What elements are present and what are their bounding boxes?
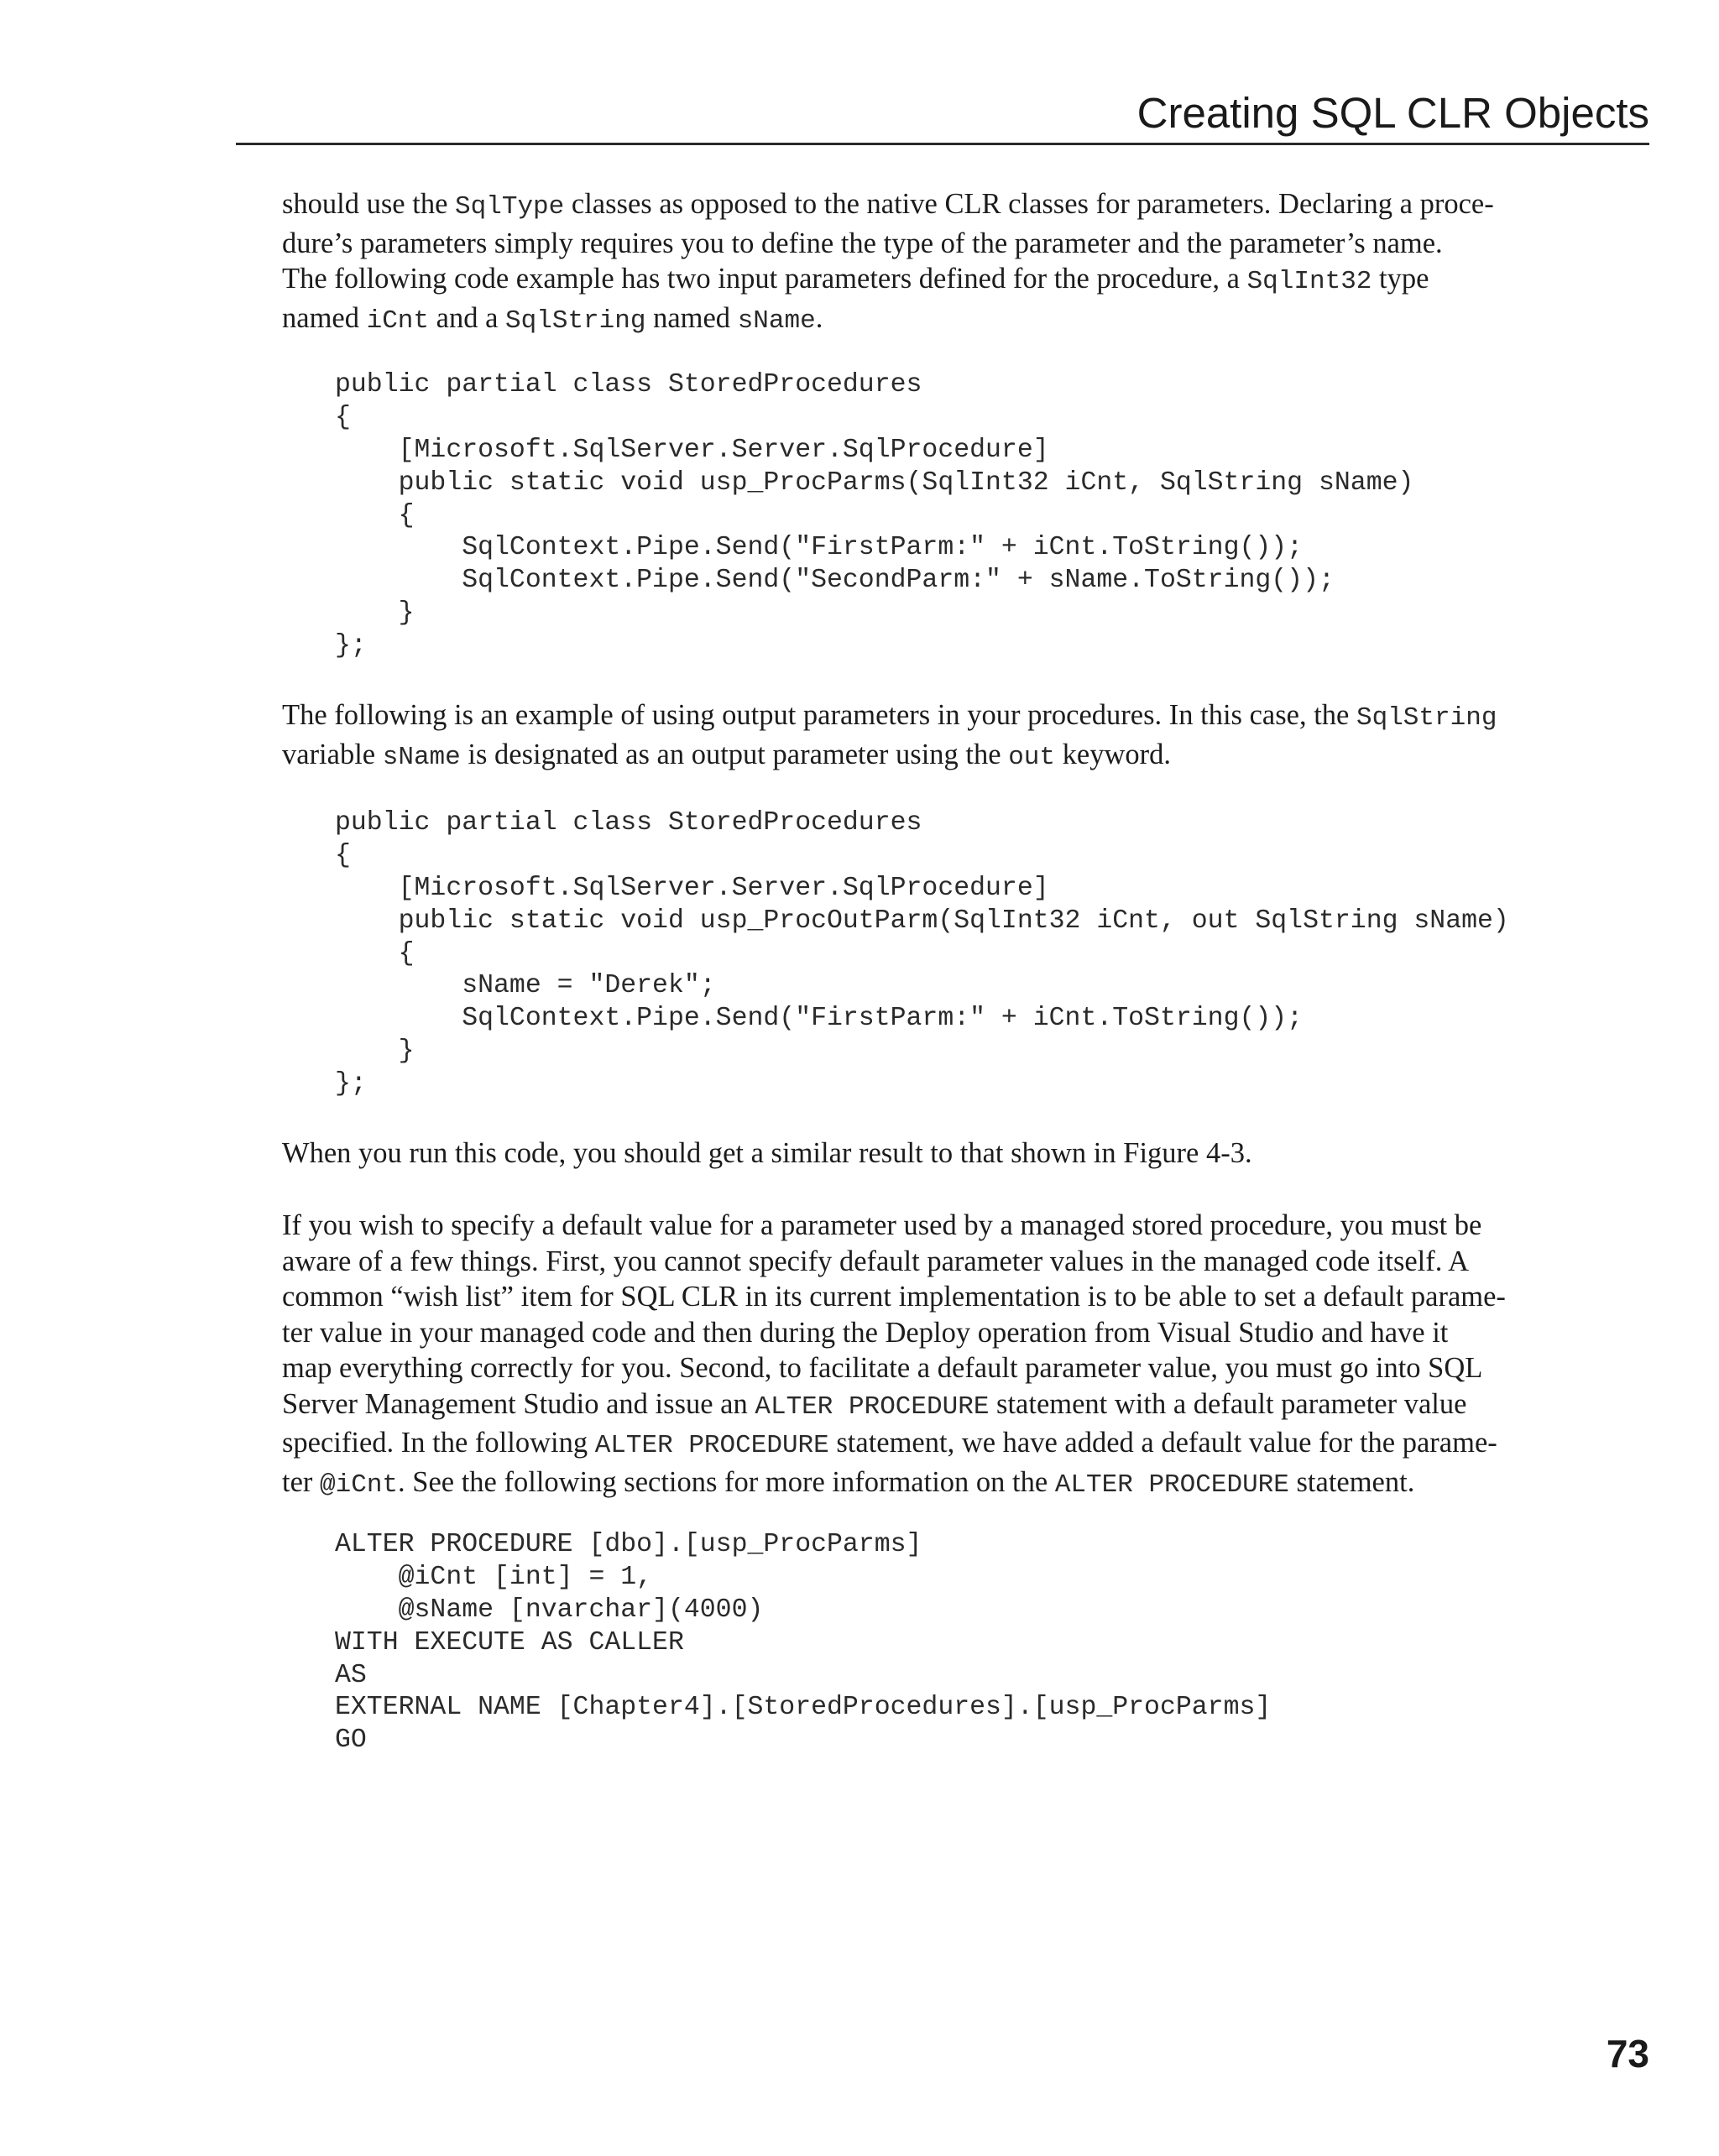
text-run: named [645, 301, 738, 334]
code-block-input-parameters [335, 369, 1413, 663]
text-line: dure’s parameters simply requires you to define the type of the parameter and the parameter’s name. [282, 227, 1443, 259]
paragraph-default-values [282, 1208, 1642, 1503]
code-line: public partial class StoredProcedures [335, 808, 922, 838]
text-line: map everything correctly for you. Second, to facilitate a default parameter value, you must go into SQL [282, 1352, 1483, 1384]
code-line: @sName [nvarchar](4000) [335, 1595, 764, 1625]
code-line: SqlContext.Pipe.Send("FirstParm:" + iCnt.ToString()); [335, 1004, 1304, 1034]
text-run: should use the [282, 188, 456, 220]
text-line: If you wish to specify a default value for a parameter used by a managed stored procedure, you must be [282, 1209, 1482, 1241]
code-line: public partial class StoredProcedures [335, 370, 922, 399]
code-line: SqlContext.Pipe.Send("SecondParm:" + sName.ToString()); [335, 566, 1335, 596]
code-line: EXTERNAL NAME [Chapter4].[StoredProcedures].[usp_ProcParms] [335, 1693, 1272, 1723]
text-line: ter value in your managed code and then during the Deploy operation from Visual Studio and have it [282, 1316, 1449, 1349]
inline-code: out [1008, 742, 1056, 772]
code-line: @iCnt [int] = 1, [335, 1562, 653, 1592]
inline-code: SqlInt32 [1246, 267, 1372, 296]
code-line: }; [335, 631, 367, 661]
paragraph-output-parameters [282, 697, 1642, 775]
text-run: . [815, 301, 823, 334]
paragraph-run-result [282, 1135, 1642, 1172]
inline-code: iCnt [366, 305, 430, 336]
text-run: . See the following sections for more information on the [398, 1465, 1055, 1498]
text-run: statement, we have added a default value for the parame- [828, 1427, 1497, 1459]
text-run: The following is an example of using output parameters in your procedures. In this case, the [282, 699, 1356, 731]
text-run: Server Management Studio and issue an [282, 1387, 755, 1420]
code-line: GO [335, 1725, 367, 1756]
code-line: { [335, 840, 351, 870]
inline-code: ALTER PROCEDURE [594, 1431, 829, 1460]
text-run: classes as opposed to the native CLR classes for parameters. Declaring a proce- [564, 188, 1494, 220]
code-line: } [335, 1036, 415, 1067]
code-line: public static void usp_ProcOutParm(SqlInt32 iCnt, out SqlString sName) [335, 906, 1509, 936]
code-line: } [335, 598, 415, 629]
code-block-alter-procedure [335, 1529, 1271, 1757]
text-run: ter [282, 1465, 321, 1498]
text-line [282, 261, 1642, 300]
code-line: [Microsoft.SqlServer.Server.SqlProcedure] [335, 873, 1049, 903]
text-line [282, 300, 1642, 340]
text-line: aware of a few things. First, you cannot specify default parameter values in the managed code itself. A [282, 1245, 1470, 1277]
inline-code: sName [382, 742, 461, 772]
running-header [236, 84, 1649, 145]
inline-code: ALTER PROCEDURE [755, 1391, 990, 1422]
inline-code: SqlString [505, 305, 646, 336]
code-line: WITH EXECUTE AS CALLER [335, 1627, 684, 1657]
text-line [282, 1464, 1642, 1504]
code-line: ALTER PROCEDURE [dbo].[usp_ProcParms] [335, 1530, 922, 1559]
text-line [282, 697, 1642, 737]
text-run: specified. In the following [282, 1427, 595, 1459]
inline-code: ALTER PROCEDURE [1054, 1470, 1289, 1500]
text-line [282, 1386, 1642, 1426]
inline-code: SqlType [455, 192, 565, 222]
code-line: public static void usp_ProcParms(SqlInt32 iCnt, SqlString sName) [335, 467, 1414, 498]
header-title: Creating SQL CLR Objects [1136, 89, 1649, 137]
code-line: { [335, 402, 351, 432]
inline-code: @iCnt [320, 1470, 399, 1500]
code-line: AS [335, 1660, 367, 1690]
page-number: 73 [1606, 2032, 1649, 2075]
text-run: variable [282, 738, 383, 770]
code-line: SqlContext.Pipe.Send("FirstParm:" + iCnt.ToString()); [335, 533, 1304, 563]
inline-code: SqlString [1356, 703, 1497, 733]
text-line: common “wish list” item for SQL CLR in its current implementation is to be able to set a default parame- [282, 1281, 1506, 1313]
text-run: type [1372, 263, 1429, 295]
code-line: }; [335, 1069, 367, 1099]
code-line: { [335, 500, 415, 530]
text-run: statement with a default parameter value [989, 1387, 1467, 1420]
text-line [282, 186, 1642, 226]
inline-code: sName [737, 305, 816, 336]
text-line [282, 737, 1642, 776]
text-run: and a [429, 301, 506, 334]
paragraph-sqltype-parameters [282, 186, 1642, 339]
text-run: The following code example has two input parameters defined for the procedure, a [282, 263, 1247, 295]
code-line: { [335, 938, 415, 968]
text-run: keyword. [1055, 738, 1171, 770]
text-line: When you run this code, you should get a similar result to that shown in Figure 4-3. [282, 1137, 1252, 1169]
text-run: is designated as an output parameter using the [460, 738, 1009, 770]
text-run: statement. [1288, 1465, 1415, 1498]
text-run: named [282, 301, 367, 334]
code-line: [Microsoft.SqlServer.Server.SqlProcedure] [335, 435, 1049, 465]
text-line [282, 1425, 1642, 1464]
code-line: sName = "Derek"; [335, 971, 716, 1001]
code-block-output-parameter [335, 807, 1509, 1101]
